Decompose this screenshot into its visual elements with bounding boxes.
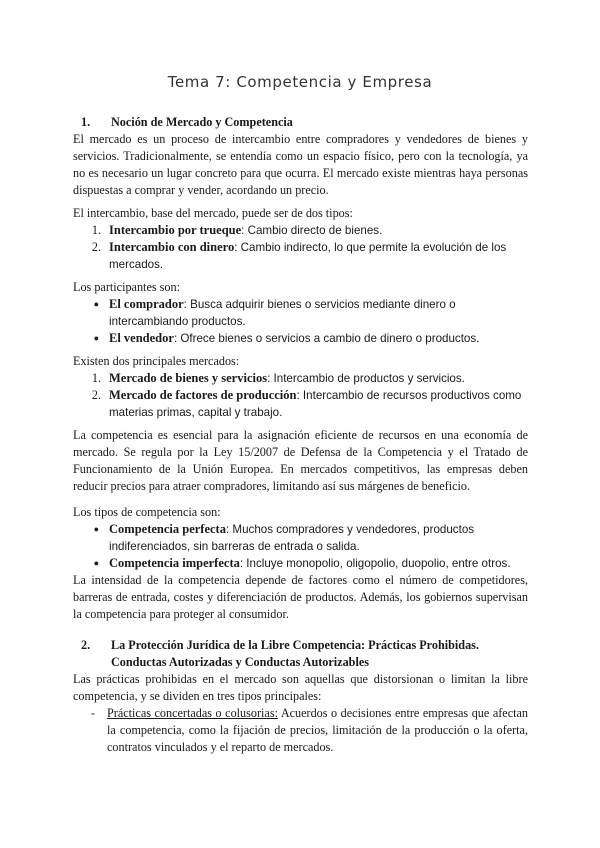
definition: : Cambio indirecto, lo que permite la evolución de los mercados. xyxy=(109,241,507,271)
term: Competencia perfecta xyxy=(109,522,226,536)
paragraph: El mercado es un proceso de intercambio entre compradores y vendedores de bienes y servicios. Tradicionalmente, se entendía como un espacio físico, pero con la tecnología, ya no es necesario un lugar concreto para que ocurra. El mercado existe mientras haya personas dispuestas a comprar y vender, acordando un precio. xyxy=(73,132,528,197)
section-number: 2. xyxy=(81,638,91,652)
definition: : Intercambio de productos y servicios. xyxy=(267,372,465,385)
list-item xyxy=(73,222,528,239)
term: Mercado de factores de producción xyxy=(109,388,297,402)
bullet-icon: ● xyxy=(93,524,99,534)
list-item xyxy=(73,521,528,555)
document-body xyxy=(73,114,528,756)
section-title: Noción de Mercado y Competencia xyxy=(111,115,293,129)
bullet-icon: ● xyxy=(93,558,99,568)
competition-types-list xyxy=(73,521,528,572)
paragraph: Las prácticas prohibidas en el mercado son aquellas que distorsionan o limitan la libre competencia, y se dividen en tres tipos principales: xyxy=(73,672,528,703)
list-item xyxy=(73,239,528,273)
list-marker: - xyxy=(91,706,96,720)
term: El vendedor xyxy=(109,331,174,345)
definition: : Muchos compradores y vendedores, productos indiferenciados, sin barreras de entrada o salida. xyxy=(109,523,475,553)
section-1-heading xyxy=(73,114,528,131)
definition: : Incluye monopolio, oligopolio, duopolio, entre otros. xyxy=(239,557,511,570)
document-title: Tema 7: Competencia y Empresa xyxy=(167,73,433,91)
list-item xyxy=(73,555,528,572)
definition: : Ofrece bienes o servicios a cambio de dinero o productos. xyxy=(173,332,480,345)
definition: : Busca adquirir bienes o servicios mediante dinero o intercambiando productos. xyxy=(109,298,456,328)
paragraph: Los tipos de competencia son: xyxy=(73,505,221,519)
term: El comprador xyxy=(109,297,184,311)
term: Intercambio con dinero xyxy=(109,240,235,254)
list-marker: 1. xyxy=(91,371,101,385)
section-title: La Protección Jurídica de la Libre Competencia: Prácticas Prohibidas. Conductas Autorizadas y Conductas Autorizables xyxy=(111,638,479,669)
prohibited-practices-list xyxy=(73,705,528,756)
list-item xyxy=(73,705,528,756)
list-item xyxy=(73,370,528,387)
list-marker: 2. xyxy=(91,388,101,402)
markets-list xyxy=(73,370,528,421)
term: Mercado de bienes y servicios xyxy=(109,371,268,385)
paragraph: La intensidad de la competencia depende de factores como el número de competidores, barreras de entrada, costes y diferenciación de productos. Además, los gobiernos supervisan la competencia para proteger al consumidor. xyxy=(73,573,528,621)
paragraph: Los participantes son: xyxy=(73,280,180,294)
term: Intercambio por trueque xyxy=(109,223,242,237)
list-item xyxy=(73,296,528,330)
list-item xyxy=(73,387,528,421)
list-marker: 2. xyxy=(91,240,101,254)
bullet-icon: ● xyxy=(93,333,99,343)
paragraph: Existen dos principales mercados: xyxy=(73,354,240,368)
bullet-icon: ● xyxy=(93,299,99,309)
list-item xyxy=(73,330,528,347)
term: Prácticas concertadas o colusorias: xyxy=(107,706,278,720)
paragraph: La competencia es esencial para la asignación eficiente de recursos en una economía de mercado. Se regula por la Ley 15/2007 de Defensa de la Competencia y el Tratado de Funcionamiento de la Unión Europea. En mercados competitivos, las empresas deben reducir precios para atraer compradores, limitando así sus márgenes de beneficio. xyxy=(73,428,528,493)
list-marker: 1. xyxy=(91,223,101,237)
paragraph: El intercambio, base del mercado, puede ser de dos tipos: xyxy=(73,206,353,220)
definition: : Intercambio de recursos productivos como materias primas, capital y trabajo. xyxy=(109,389,522,419)
exchange-types-list xyxy=(73,222,528,273)
section-2-heading xyxy=(73,637,528,671)
participants-list xyxy=(73,296,528,347)
definition: : Cambio directo de bienes. xyxy=(241,224,383,237)
term: Competencia imperfecta xyxy=(109,556,240,570)
section-number: 1. xyxy=(81,115,91,129)
definition: Acuerdos o decisiones entre empresas que afectan la competencia, como la fijación de precios, limitación de la producción o la oferta, contratos vinculados y el reparto de mercados. xyxy=(107,706,528,754)
